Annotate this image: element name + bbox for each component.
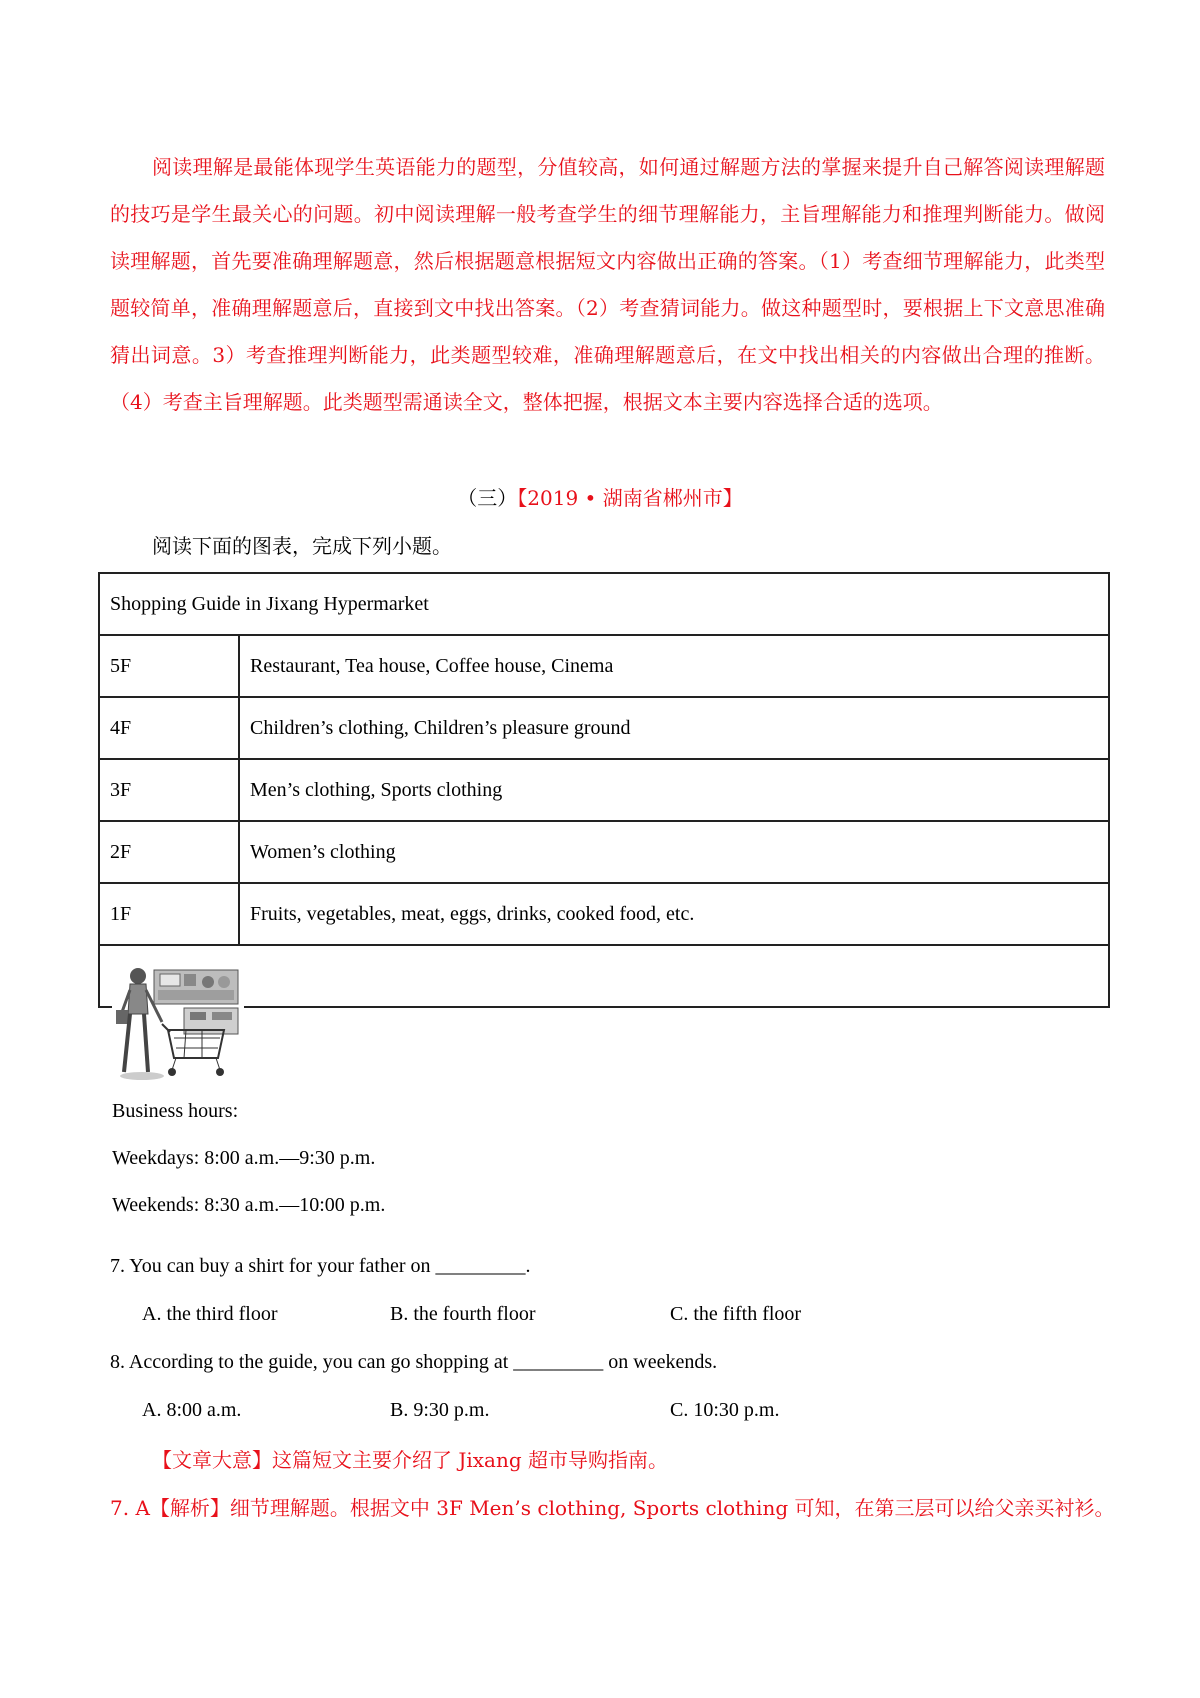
q8-option-b[interactable]: B. 9:30 p.m. [390, 1399, 490, 1421]
floor-label: 2F [99, 821, 239, 883]
table-row [99, 759, 1109, 821]
floor-label: 5F [99, 635, 239, 697]
section-source: 【2019 • 湖南省郴州市】 [517, 486, 743, 510]
business-hours-cell [99, 945, 1109, 1216]
table-row [99, 945, 1109, 1007]
business-hours [112, 1088, 385, 1229]
shopping-guide-table [98, 572, 1110, 1216]
guide-title: Shopping Guide in Jixang Hypermarket [99, 573, 1109, 635]
shopper-with-cart-image [112, 960, 244, 1082]
floor-items: Children’s clothing, Children’s pleasure ground [239, 697, 1109, 759]
table-row [99, 697, 1109, 759]
floor-label: 1F [99, 883, 239, 945]
intro-paragraph: 阅读理解是最能体现学生英语能力的题型，分值较高，如何通过解题方法的掌握来提升自己解答阅读理解题的技巧是学生最关心的问题。初中阅读理解一般考查学生的细节理解能力，主旨理解能力和推理判断能力。做阅读理解题，首先要准确理解题意，然后根据题意根据短文内容做出正确的答案。（1）考查细节理解能力，此类型题较简单，准确理解题意后，直接到文中找出答案。（2）考查猜词能力。做这种题型时，要根据上下文意思准确猜出词意。3）考查推理判断能力，此类题型较难，准确理解题意后，在文中找出相关的内容做出合理的推断。（4）考查主旨理解题。此类题型需通读全文，整体把握，根据文本主要内容选择合适的选项。 [110, 155, 1105, 414]
article-summary: 【文章大意】这篇短文主要介绍了 Jixang 超市导购指南。 [152, 1448, 669, 1472]
table-row [99, 883, 1109, 945]
q8-option-a[interactable]: A. 8:00 a.m. [142, 1399, 242, 1421]
floor-items: Men’s clothing, Sports clothing [239, 759, 1109, 821]
floor-items: Women’s clothing [239, 821, 1109, 883]
floor-items: Restaurant, Tea house, Coffee house, Cinema [239, 635, 1109, 697]
answer-explanation: 7. A【解析】细节理解题。根据文中 3F Men’s clothing, Sports clothing 可知，在第三层可以给父亲买衬衫。 [110, 1496, 1115, 1520]
question-8: 8. According to the guide, you can go shopping at _________ on weekends. [110, 1351, 718, 1373]
q7-option-b[interactable]: B. the fourth floor [390, 1303, 536, 1325]
question-7: 7. You can buy a shirt for your father on _________. [110, 1255, 531, 1277]
section-prefix: （三） [457, 486, 518, 510]
floor-items: Fruits, vegetables, meat, eggs, drinks, cooked food, etc. [239, 883, 1109, 945]
q8-option-c[interactable]: C. 10:30 p.m. [670, 1399, 780, 1421]
table-row [99, 573, 1109, 635]
table-row [99, 821, 1109, 883]
instruction-text: 阅读下面的图表，完成下列小题。 [152, 534, 452, 558]
hours-label: Business hours: [112, 1100, 239, 1122]
q7-option-a[interactable]: A. the third floor [142, 1303, 278, 1325]
floor-label: 4F [99, 697, 239, 759]
q7-option-c[interactable]: C. the fifth floor [670, 1303, 802, 1325]
section-title [0, 478, 1200, 518]
floor-label: 3F [99, 759, 239, 821]
weekdays-hours: Weekdays: 8:00 a.m.—9:30 p.m. [112, 1147, 376, 1169]
table-row [99, 635, 1109, 697]
weekends-hours: Weekends: 8:30 a.m.—10:00 p.m. [112, 1194, 386, 1216]
